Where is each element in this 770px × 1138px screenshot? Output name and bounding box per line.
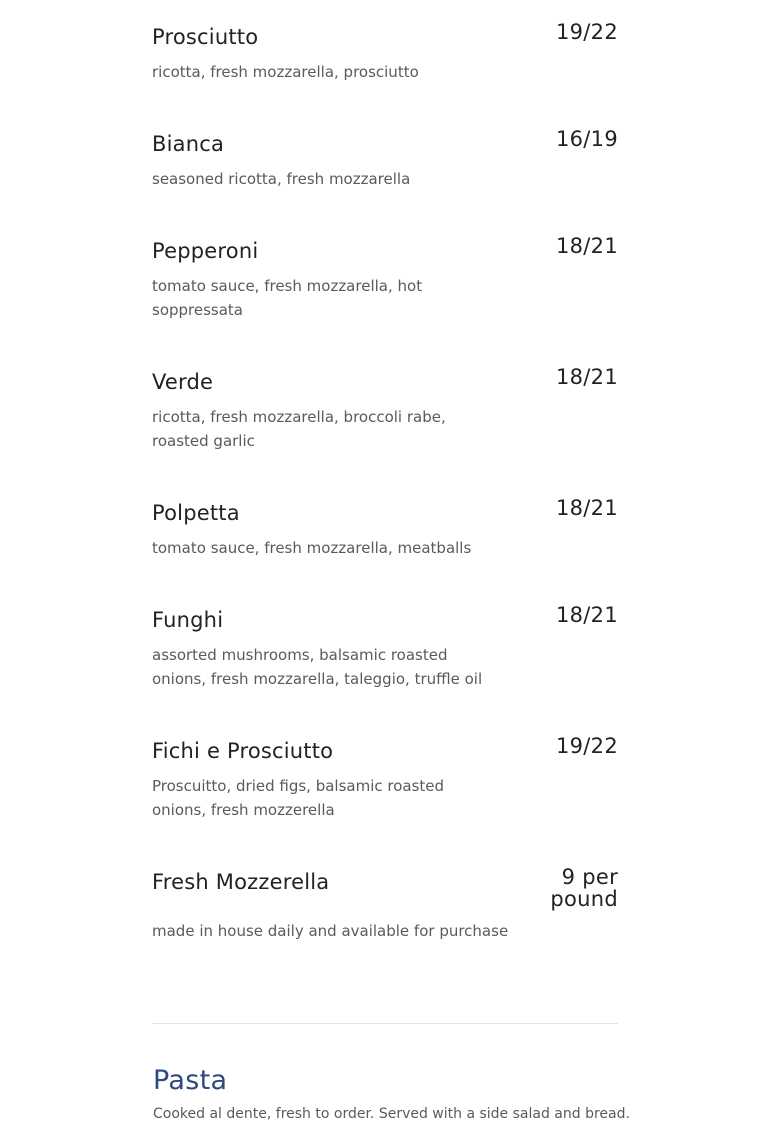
- menu-item-name: Fresh Mozzerella: [152, 870, 330, 894]
- menu-item-price: 18/21: [555, 603, 618, 627]
- section-subtitle: Cooked al dente, fresh to order. Served with a side salad and bread.: [153, 1106, 630, 1122]
- menu-item-name: Pepperoni: [152, 239, 259, 263]
- menu-item-description: ricotta, fresh mozzarella, broccoli rabe, roasted garlic: [152, 408, 446, 450]
- menu-item-price: 19/22: [555, 20, 618, 44]
- menu-item-price: 18/21: [555, 234, 618, 258]
- menu-item-description: tomato sauce, fresh mozzarella, meatballs: [152, 539, 472, 557]
- menu-item-description: seasoned ricotta, fresh mozzarella: [152, 170, 411, 188]
- menu-item-name: Polpetta: [152, 501, 240, 525]
- section-divider: [152, 1023, 618, 1024]
- section-title: Pasta: [153, 1065, 228, 1096]
- menu-item-price: 9 per pound: [550, 865, 618, 911]
- menu-item-name: Verde: [152, 370, 214, 394]
- menu-item-description: Proscuitto, dried figs, balsamic roasted onions, fresh mozzerella: [152, 777, 445, 819]
- menu-item-description: ricotta, fresh mozzarella, prosciutto: [152, 63, 419, 81]
- menu-item-price: 18/21: [555, 365, 618, 389]
- menu-item-description: assorted mushrooms, balsamic roasted onions, fresh mozzarella, taleggio, truffle oil: [152, 646, 483, 688]
- menu-item-price: 16/19: [555, 127, 618, 151]
- menu-item-description: made in house daily and available for purchase: [152, 922, 509, 940]
- menu-item-name: Bianca: [152, 132, 225, 156]
- menu-item-price: 18/21: [555, 496, 618, 520]
- menu-item-name: Prosciutto: [152, 25, 259, 49]
- menu-item-name: Funghi: [152, 608, 224, 632]
- menu-item-description: tomato sauce, fresh mozzarella, hot soppressata: [152, 277, 423, 319]
- menu-item-price: 19/22: [555, 734, 618, 758]
- menu-item-name: Fichi e Prosciutto: [152, 739, 334, 763]
